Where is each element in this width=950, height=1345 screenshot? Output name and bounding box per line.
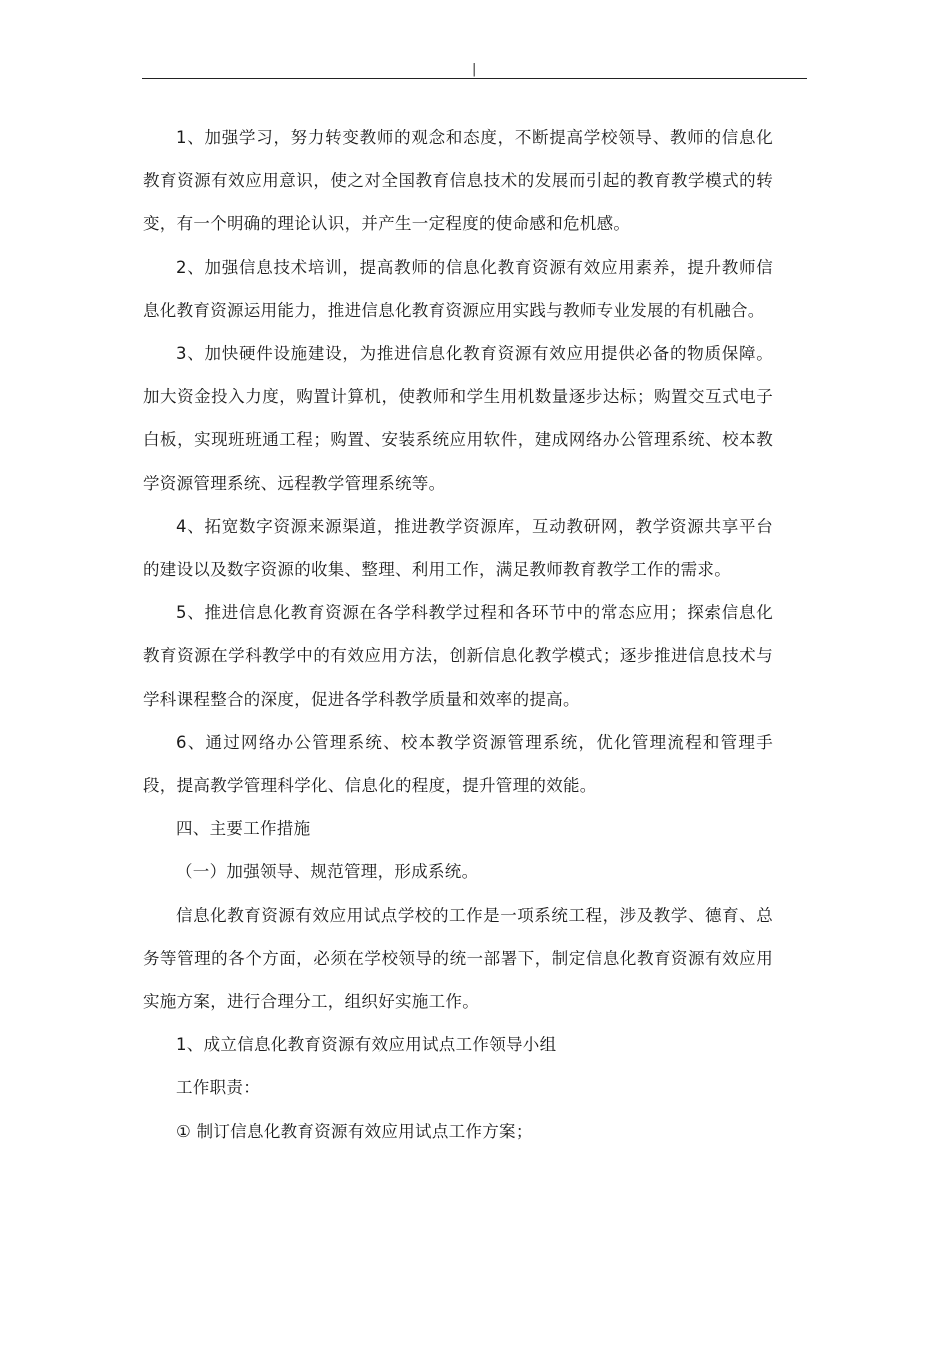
document-body <box>143 116 773 1153</box>
section-heading: 四、主要工作措施 <box>176 819 311 839</box>
paragraph-3: 3、加快硬件设施建设，为推进信息化教育资源有效应用提供必备的物质保障。加大资金投入力度，购置计算机，使教师和学生用机数量逐步达标；购置交互式电子白板，实现班班通工程；购置、安装系统应用软件，建成网络办公管理系统、校本教学资源管理系统、远程教学管理系统等。 <box>143 344 773 493</box>
subsection-heading: （一）加强领导、规范管理，形成系统。 <box>176 862 479 882</box>
paragraph-4: 4、拓宽数字资源来源渠道，推进教学资源库，互动教研网，教学资源共享平台的建设以及数字资源的收集、整理、利用工作，满足教师教育教学工作的需求。 <box>143 516 773 580</box>
duty-item-1: ① 制订信息化教育资源有效应用试点工作方案； <box>176 1121 533 1141</box>
paragraph-5: 5、推进信息化教育资源在各学科教学过程和各环节中的常态应用；探索信息化教育资源在学科教学中的有效应用方法，创新信息化教学模式；逐步推进信息技术与学科课程整合的深度，促进各学科教学质量和效率的提高。 <box>143 603 773 709</box>
paragraph-2: 2、加强信息技术培训，提高教师的信息化教育资源有效应用素养，提升教师信息化教育资源运用能力，推进信息化教育资源应用实践与教师专业发展的有机融合。 <box>143 257 773 320</box>
item-heading: 1、成立信息化教育资源有效应用试点工作领导小组 <box>176 1035 557 1055</box>
paragraph-6: 6、通过网络办公管理系统、校本教学资源管理系统，优化管理流程和管理手段，提高教学管理科学化、信息化的程度，提升管理的效能。 <box>143 732 773 796</box>
header-mark: | <box>472 62 477 77</box>
paragraph-1: 1、加强学习，努力转变教师的观念和态度，不断提高学校领导、教师的信息化教育资源有效应用意识，使之对全国教育信息技术的发展而引起的教育教学模式的转变，有一个明确的理论认识，并产生一定程度的使命感和危机感。 <box>143 128 773 234</box>
paragraph-7: 信息化教育资源有效应用试点学校的工作是一项系统工程，涉及教学、德育、总务等管理的各个方面，必须在学校领导的统一部署下，制定信息化教育资源有效应用实施方案，进行合理分工，组织好实施工作。 <box>143 905 773 1012</box>
duties-label: 工作职责： <box>176 1078 260 1098</box>
header-rule <box>142 78 807 79</box>
